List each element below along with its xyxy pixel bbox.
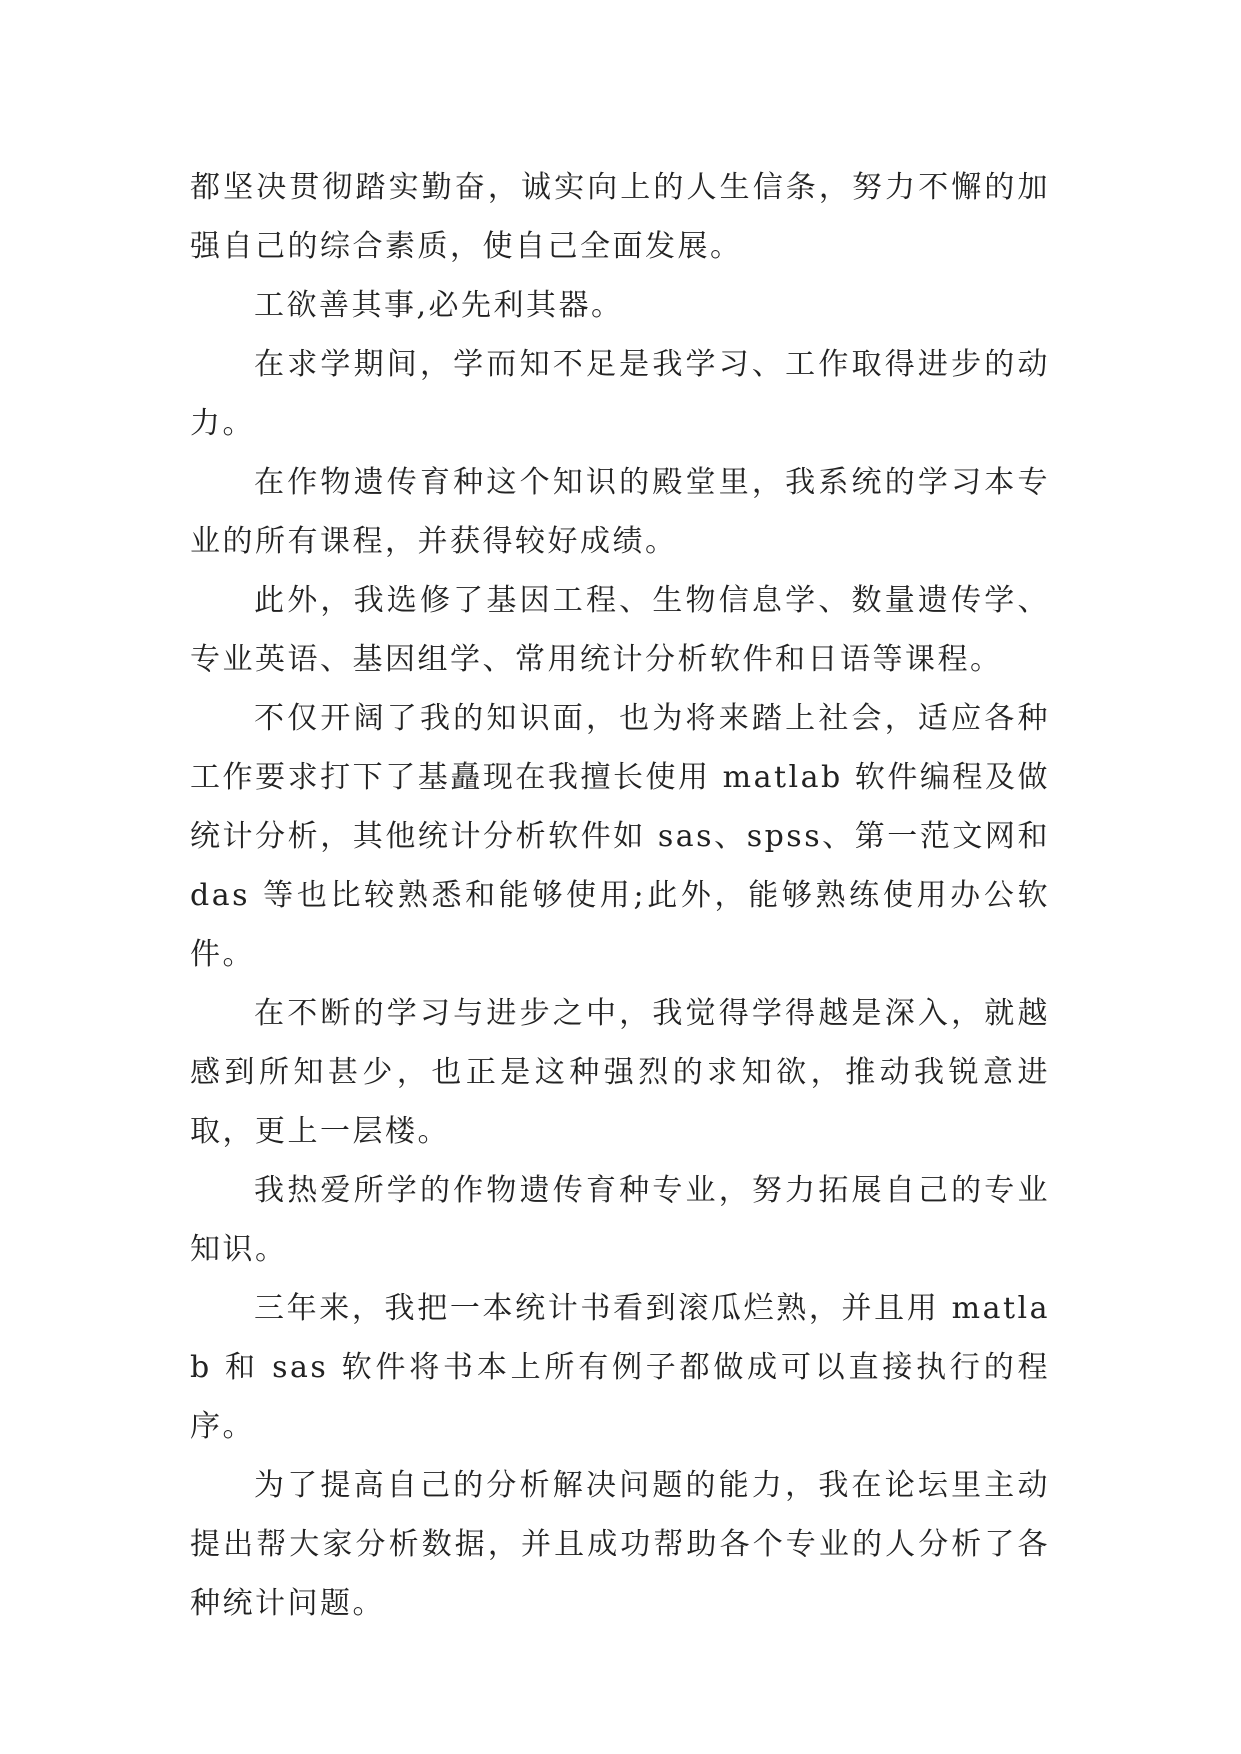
paragraph: 不仅开阔了我的知识面，也为将来踏上社会，适应各种工作要求打下了基矗现在我擅长使用 matlab 软件编程及做统计分析，其他统计分析软件如 sas、spss、第一范文网和 das 等也比较熟悉和能够使用;此外，能够熟练使用办公软件。 [190,701,1050,972]
paragraph: 在作物遗传育种这个知识的殿堂里，我系统的学习本专业的所有课程，并获得较好成绩。 [190,465,1050,559]
paragraph: 三年来，我把一本统计书看到滚瓜烂熟，并且用 matlab 和 sas 软件将书本上所有例子都做成可以直接执行的程序。 [190,1291,1050,1444]
paragraph: 我热爱所学的作物遗传育种专业，努力拓展自己的专业知识。 [190,1173,1050,1267]
paragraph: 为了提高自己的分析解决问题的能力，我在论坛里主动提出帮大家分析数据，并且成功帮助各个专业的人分析了各种统计问题。 [190,1468,1050,1621]
paragraph: 在求学期间，学而知不足是我学习、工作取得进步的动力。 [190,347,1050,441]
paragraph: 在不断的学习与进步之中，我觉得学得越是深入，就越感到所知甚少，也正是这种强烈的求知欲，推动我锐意进取，更上一层楼。 [190,996,1050,1149]
paragraph: 都坚决贯彻踏实勤奋，诚实向上的人生信条，努力不懈的加强自己的综合素质，使自己全面发展。 [190,170,1050,264]
paragraph: 此外，我选修了基因工程、生物信息学、数量遗传学、专业英语、基因组学、常用统计分析软件和日语等课程。 [190,583,1050,677]
document-body [190,158,1050,1633]
paragraph: 工欲善其事,必先利其器。 [254,288,624,323]
